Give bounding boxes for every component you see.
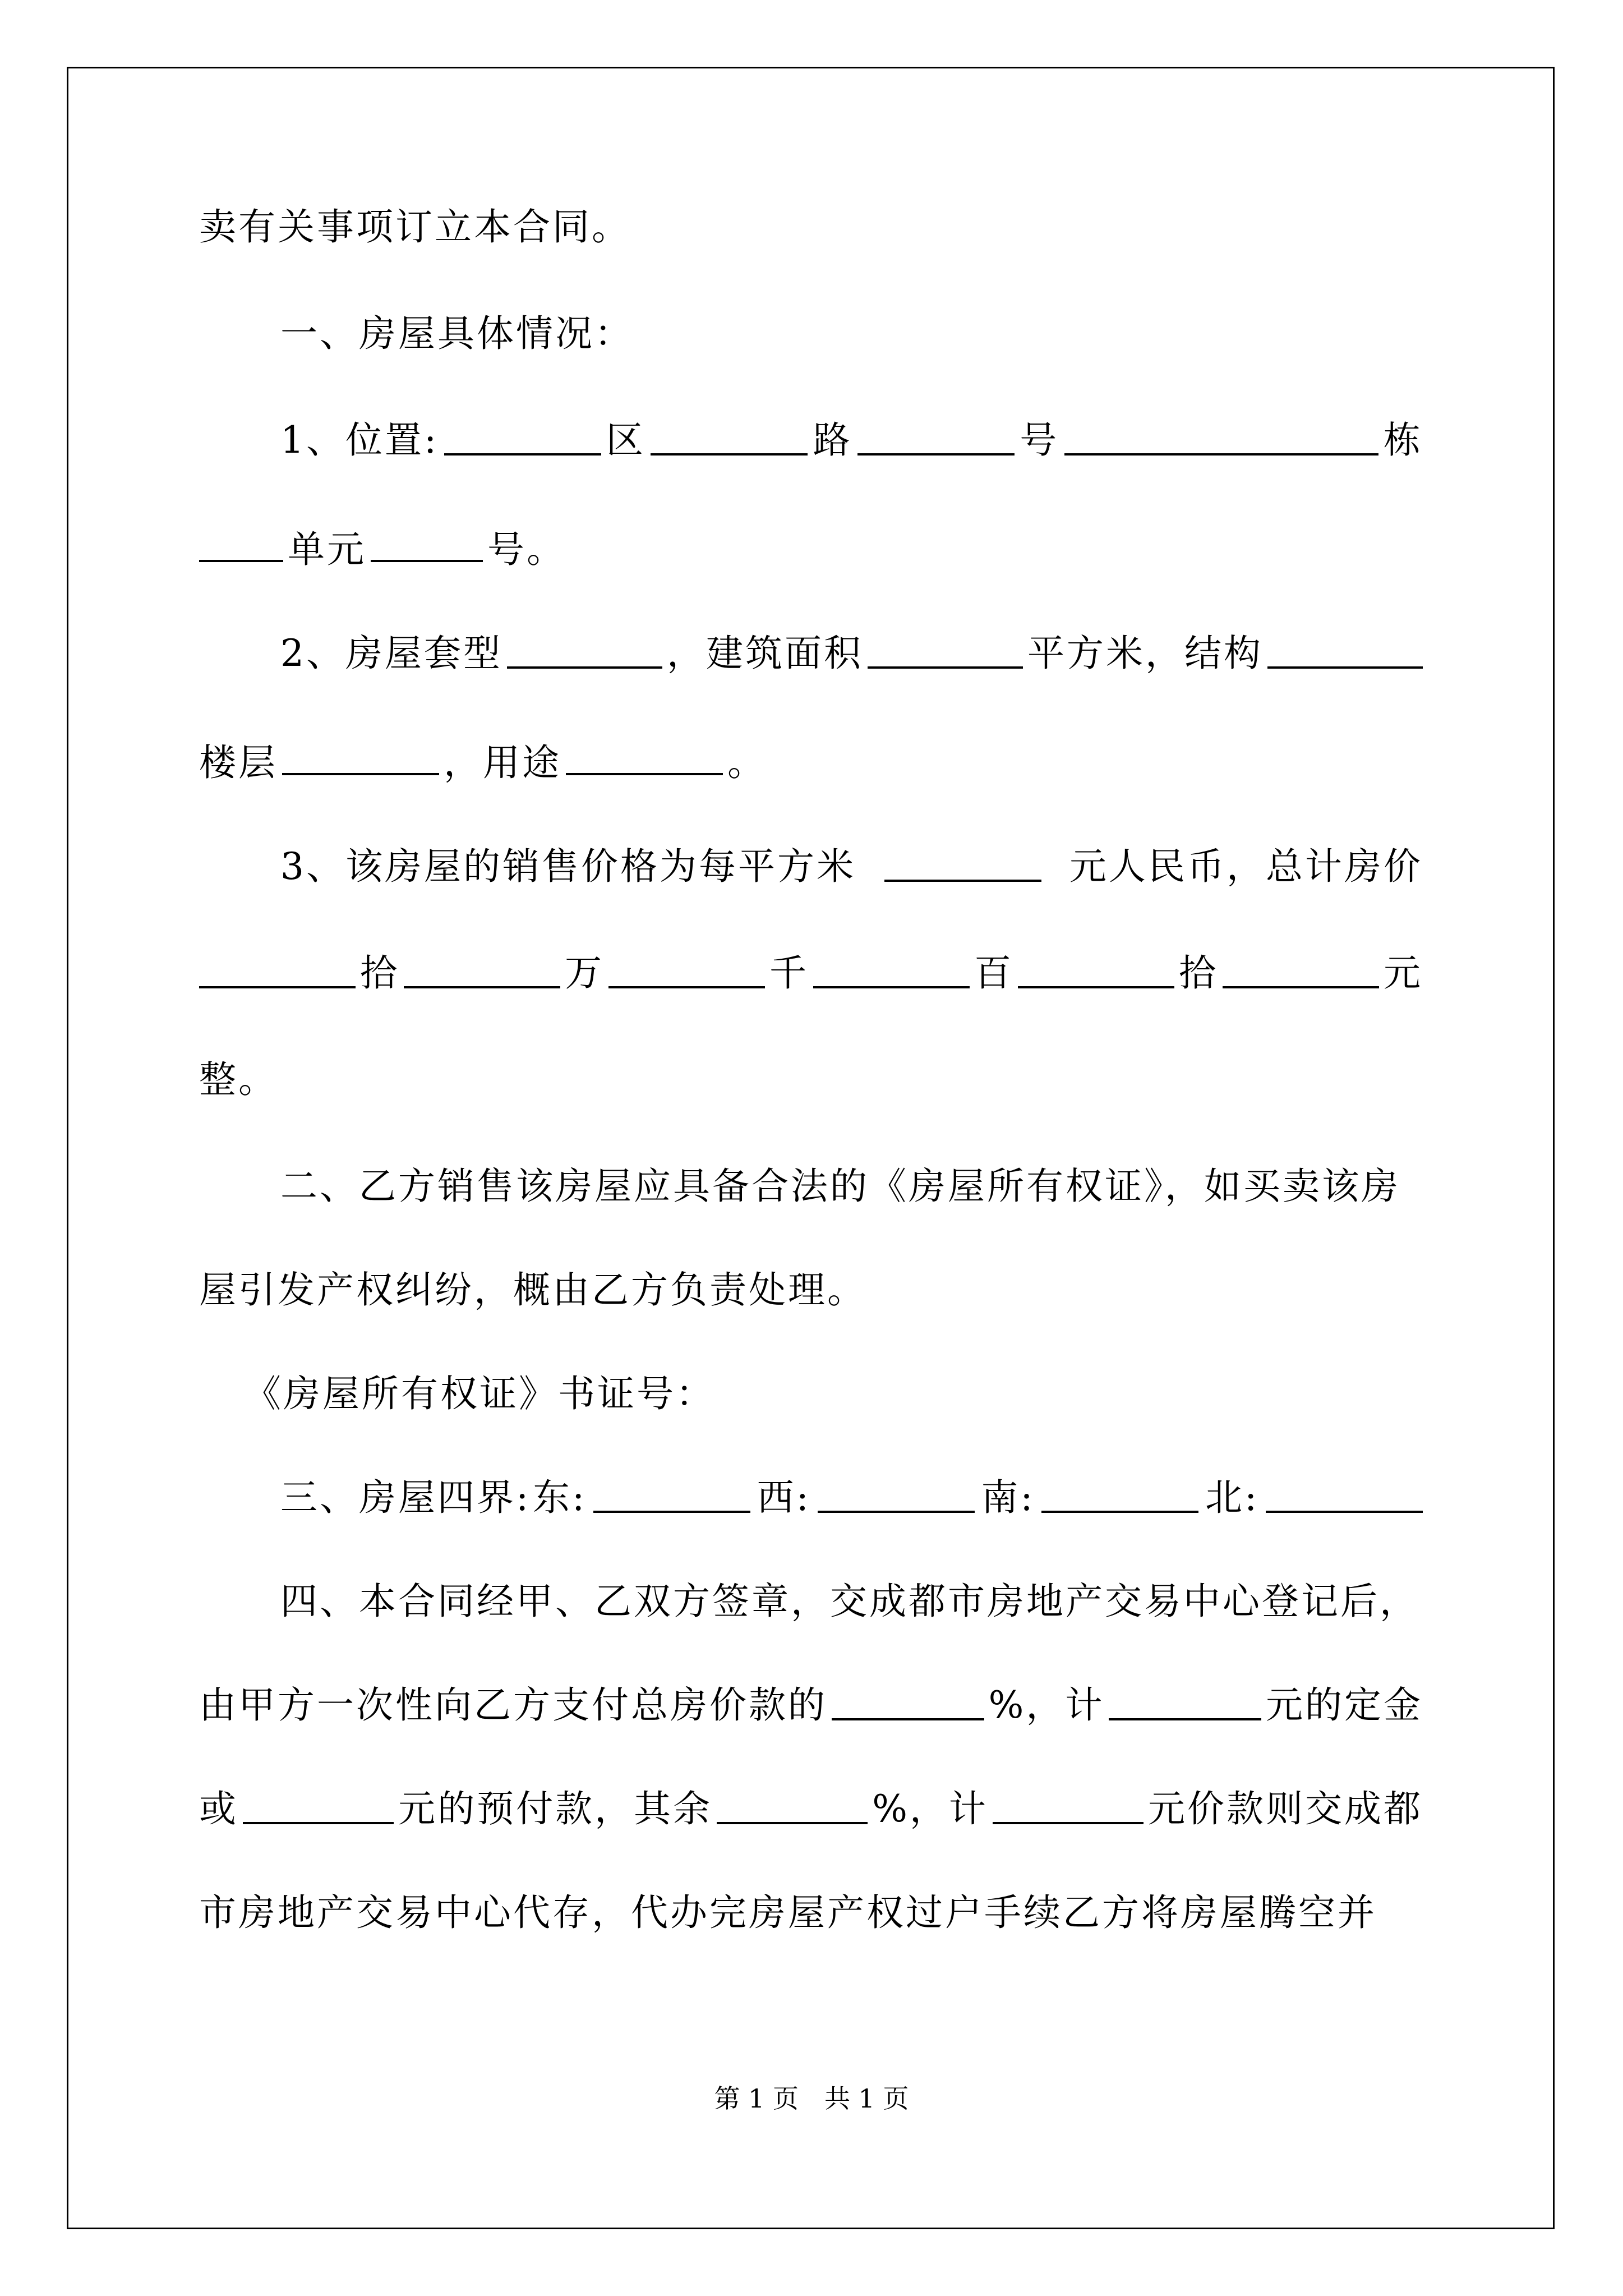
paragraph-line: 二、乙方销售该房屋应具备合法的《房屋所有权证》，如买卖该房: [280, 1165, 1400, 1208]
usage-blank[interactable]: [566, 742, 723, 775]
south-blank[interactable]: [1041, 1479, 1198, 1513]
boundary-line: 三、房屋四界: 东: 西: 南: 北:: [199, 1479, 1423, 1583]
unit-blank[interactable]: [199, 528, 283, 562]
thousand-blank[interactable]: [608, 955, 765, 988]
total-price-line: 拾 万 千 百 拾 元: [199, 955, 1423, 1061]
number-blank[interactable]: [857, 422, 1015, 455]
section-heading: 一、房屋具体情况：: [280, 312, 634, 355]
contract-body: [199, 205, 1423, 1998]
paragraph-line: 整。: [199, 1058, 278, 1101]
floor-line: 楼层 ，用途 。: [199, 741, 767, 784]
hundred-blank[interactable]: [813, 955, 970, 988]
house-type-line: 2、房屋套型 ，建筑面积 平方米，结构: [199, 635, 1423, 742]
floor-blank[interactable]: [282, 742, 439, 775]
east-blank[interactable]: [593, 1479, 750, 1513]
payment-line: 由甲方一次性向乙方支付总房价款的 %，计 元的定金: [199, 1683, 1423, 1727]
unit-line: 单元 号。: [199, 528, 1423, 635]
remainder-amount-blank[interactable]: [993, 1791, 1144, 1824]
unit-price-blank[interactable]: [884, 848, 1041, 882]
page-footer: [0, 2078, 1623, 2115]
ten-blank[interactable]: [1018, 955, 1174, 988]
ten-thousand-blank[interactable]: [404, 955, 560, 988]
certificate-number-line: 《房屋所有权证》书证号：: [244, 1372, 715, 1415]
paragraph-line: 市房地产交易中心代存，代办完房屋产权过户手续乙方将房屋腾空并: [199, 1891, 1377, 1934]
yuan-blank[interactable]: [1223, 955, 1379, 988]
floor-area-blank[interactable]: [868, 635, 1023, 669]
north-blank[interactable]: [1266, 1479, 1423, 1513]
road-blank[interactable]: [651, 422, 808, 455]
paragraph-line: 四、本合同经甲、乙双方签章，交成都市房地产交易中心登记后，: [280, 1580, 1419, 1623]
paragraph-line: 卖有关事项订立本合同。: [199, 205, 631, 249]
price-line: 3、该房屋的销售价格为每平方米 元人民币，总计房价: [280, 845, 1423, 888]
house-type-blank[interactable]: [507, 635, 662, 669]
deposit-amount-blank[interactable]: [1109, 1687, 1261, 1720]
location-line: 1、位置: 区 路 号 栋: [280, 418, 1423, 462]
district-blank[interactable]: [444, 422, 601, 455]
west-blank[interactable]: [818, 1479, 975, 1513]
page-number: 第 1 页 共 1 页: [714, 2083, 909, 2114]
building-blank[interactable]: [1064, 422, 1378, 455]
structure-blank[interactable]: [1267, 635, 1423, 669]
room-blank[interactable]: [371, 528, 483, 562]
remainder-line: 或 元的预付款，其余 %，计 元价款则交成都: [199, 1787, 1423, 1830]
prepayment-blank[interactable]: [243, 1791, 394, 1824]
deposit-percent-blank[interactable]: [832, 1687, 984, 1720]
paragraph-line: 屋引发产权纠纷，概由乙方负责处理。: [199, 1268, 866, 1312]
hundred-thousand-blank[interactable]: [199, 955, 356, 988]
remainder-percent-blank[interactable]: [717, 1791, 868, 1824]
